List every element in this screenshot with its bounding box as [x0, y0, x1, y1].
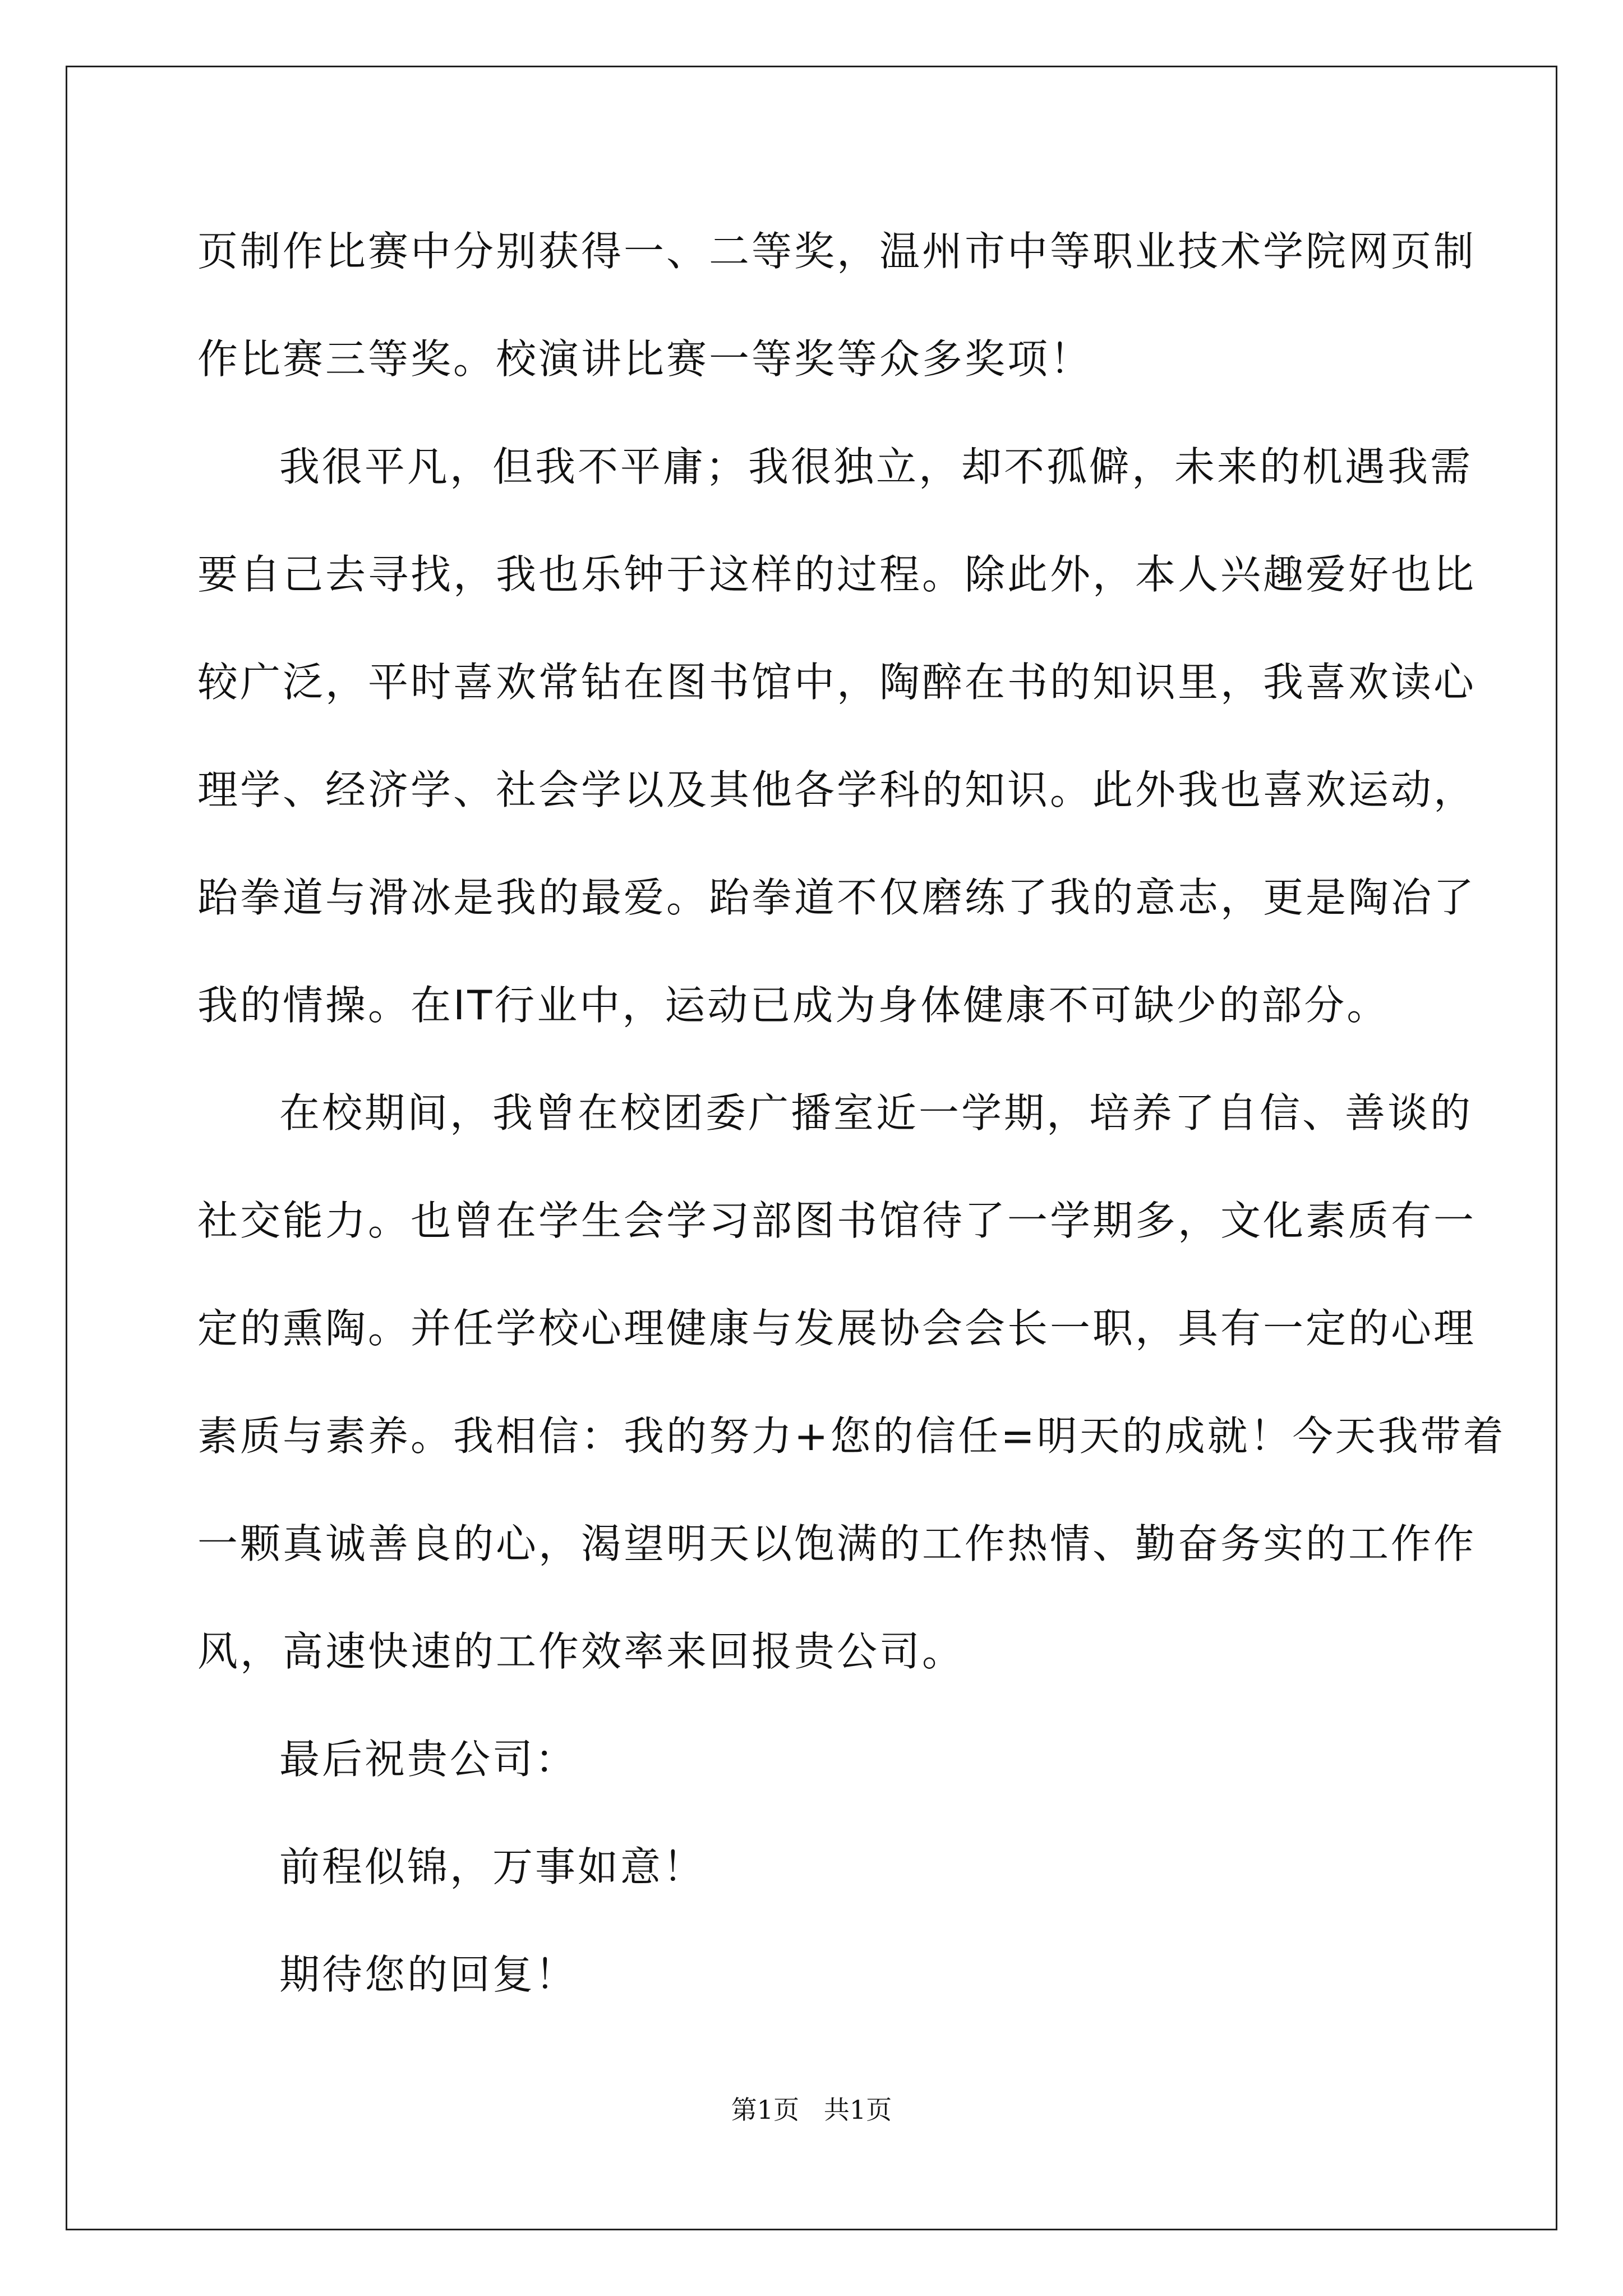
- body-text-line-5: 较广泛，平时喜欢常钻在图书馆中，陶醉在书的知识里，我喜欢读心: [197, 659, 1477, 706]
- body-text-line-2: 作比赛三等奖。校演讲比赛一等奖等众多奖项！: [197, 335, 1093, 383]
- body-text-line-4: 要自己去寻找，我也乐钟于这样的过程。除此外，本人兴趣爱好也比: [197, 551, 1477, 598]
- body-text-line-14: 风，高速快速的工作效率来回报贵公司。: [197, 1628, 965, 1675]
- body-text-line-6: 理学、经济学、社会学以及其他各学科的知识。此外我也喜欢运动，: [197, 766, 1477, 813]
- body-text-line-9: 在校期间，我曾在校团委广播室近一学期，培养了自信、善谈的: [279, 1089, 1473, 1137]
- body-text-line-7: 跆拳道与滑冰是我的最爱。跆拳道不仅磨练了我的意志，更是陶冶了: [197, 874, 1477, 921]
- closing-greeting: 最后祝贵公司：: [279, 1736, 578, 1783]
- body-text-line-3: 我很平凡，但我不平庸；我很独立，却不孤僻，未来的机遇我需: [279, 443, 1473, 490]
- body-text-line-11: 定的熏陶。并任学校心理健康与发展协会会长一职，具有一定的心理: [197, 1305, 1477, 1352]
- closing-reply: 期待您的回复！: [279, 1951, 578, 1998]
- body-text-line-13: 一颗真诚善良的心，渴望明天以饱满的工作热情、勤奋务实的工作作: [197, 1520, 1477, 1567]
- page-number-footer: 第1页 共1页: [731, 2095, 892, 2125]
- closing-wish: 前程似锦，万事如意！: [279, 1843, 706, 1890]
- page-border: [66, 66, 1557, 2230]
- body-text-line-1: 页制作比赛中分别获得一、二等奖，温州市中等职业技术学院网页制: [197, 228, 1477, 275]
- body-text-line-12: 素质与素养。我相信：我的努力+您的信任=明天的成就！今天我带着: [197, 1412, 1506, 1460]
- body-text-line-8: 我的情操。在IT行业中，运动已成为身体健康不可缺少的部分。: [197, 982, 1390, 1029]
- body-text-line-10: 社交能力。也曾在学生会学习部图书馆待了一学期多，文化素质有一: [197, 1197, 1477, 1244]
